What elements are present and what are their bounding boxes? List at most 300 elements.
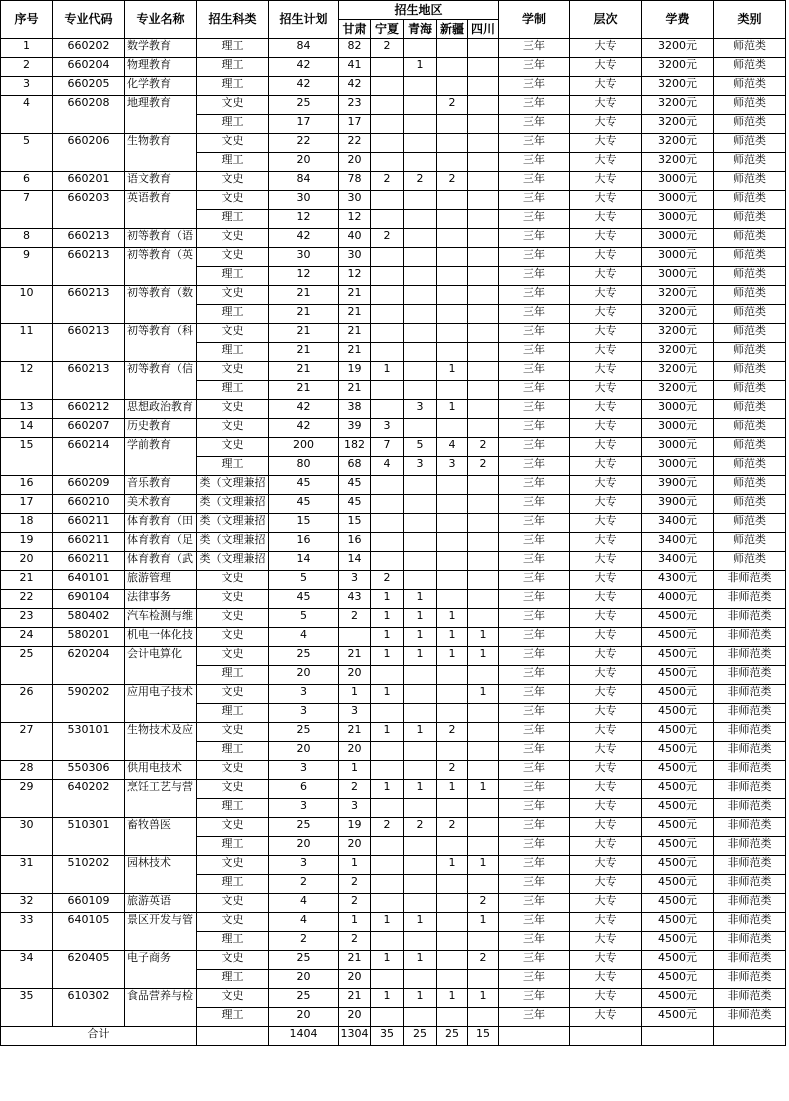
code-cell: 510301	[53, 818, 125, 856]
region-qinghai-cell: 1	[404, 590, 437, 609]
subject-cell: 文史	[197, 400, 269, 419]
category-cell: 师范类	[714, 229, 786, 248]
plan-cell: 20	[269, 837, 339, 856]
level-cell: 大专	[570, 913, 642, 932]
header-region-qinghai: 青海	[404, 20, 437, 39]
code-cell: 510202	[53, 856, 125, 894]
region-ningxia-cell: 1	[371, 723, 404, 742]
region-xinjiang-cell	[437, 343, 468, 362]
plan-cell: 21	[269, 324, 339, 343]
region-qinghai-cell	[404, 514, 437, 533]
plan-cell: 42	[269, 58, 339, 77]
fee-cell: 3200元	[642, 134, 714, 153]
category-cell: 师范类	[714, 58, 786, 77]
table-body	[1, 39, 786, 1027]
region-gansu-cell: 12	[339, 210, 371, 229]
program-name-cell: 初等教育（信	[125, 362, 197, 400]
total-row	[1, 1027, 786, 1046]
region-xinjiang-cell	[437, 894, 468, 913]
category-cell: 师范类	[714, 286, 786, 305]
plan-cell: 3	[269, 799, 339, 818]
subject-cell: 文史	[197, 951, 269, 970]
level-cell: 大专	[570, 552, 642, 571]
region-ningxia-cell: 1	[371, 628, 404, 647]
subject-cell: 理工	[197, 799, 269, 818]
category-cell: 非师范类	[714, 932, 786, 951]
header-level: 层次	[570, 1, 642, 39]
region-gansu-cell: 21	[339, 305, 371, 324]
category-cell: 非师范类	[714, 837, 786, 856]
plan-cell: 6	[269, 780, 339, 799]
region-sichuan-cell	[468, 77, 499, 96]
table-row	[1, 856, 786, 875]
fee-cell: 3200元	[642, 343, 714, 362]
code-cell: 690104	[53, 590, 125, 609]
region-sichuan-cell	[468, 476, 499, 495]
duration-cell: 三年	[499, 362, 570, 381]
region-gansu-cell: 20	[339, 742, 371, 761]
region-sichuan-cell	[468, 191, 499, 210]
plan-cell: 25	[269, 951, 339, 970]
region-ningxia-cell: 3	[371, 419, 404, 438]
subject-cell: 类（文理兼招	[197, 476, 269, 495]
plan-cell: 45	[269, 476, 339, 495]
region-gansu-cell: 21	[339, 723, 371, 742]
subject-cell: 文史	[197, 172, 269, 191]
duration-cell: 三年	[499, 476, 570, 495]
table-row	[1, 552, 786, 571]
duration-cell: 三年	[499, 457, 570, 476]
region-gansu-cell: 3	[339, 799, 371, 818]
table-row	[1, 761, 786, 780]
plan-cell: 84	[269, 172, 339, 191]
level-cell: 大专	[570, 362, 642, 381]
region-xinjiang-cell	[437, 495, 468, 514]
region-sichuan-cell: 1	[468, 647, 499, 666]
region-qinghai-cell	[404, 191, 437, 210]
program-name-cell: 旅游管理	[125, 571, 197, 590]
category-cell: 师范类	[714, 210, 786, 229]
region-gansu-cell: 19	[339, 362, 371, 381]
fee-cell: 4000元	[642, 590, 714, 609]
region-gansu-cell: 21	[339, 286, 371, 305]
fee-cell: 3200元	[642, 58, 714, 77]
region-sichuan-cell	[468, 723, 499, 742]
duration-cell: 三年	[499, 913, 570, 932]
level-cell: 大专	[570, 647, 642, 666]
region-ningxia-cell	[371, 894, 404, 913]
program-name-cell: 景区开发与管	[125, 913, 197, 951]
duration-cell: 三年	[499, 324, 570, 343]
code-cell: 530101	[53, 723, 125, 761]
duration-cell: 三年	[499, 172, 570, 191]
plan-cell: 14	[269, 552, 339, 571]
table-row	[1, 609, 786, 628]
region-xinjiang-cell	[437, 552, 468, 571]
fee-cell: 3400元	[642, 514, 714, 533]
program-name-cell: 园林技术	[125, 856, 197, 894]
region-sichuan-cell	[468, 96, 499, 115]
subject-cell: 文史	[197, 96, 269, 115]
region-ningxia-cell	[371, 742, 404, 761]
program-name-cell: 学前教育	[125, 438, 197, 476]
table-row	[1, 590, 786, 609]
fee-cell: 3200元	[642, 381, 714, 400]
seq-cell: 33	[1, 913, 53, 951]
region-qinghai-cell	[404, 362, 437, 381]
region-ningxia-cell	[371, 799, 404, 818]
level-cell: 大专	[570, 115, 642, 134]
program-name-cell: 历史教育	[125, 419, 197, 438]
plan-cell: 20	[269, 1008, 339, 1027]
region-qinghai-cell	[404, 134, 437, 153]
fee-cell: 4500元	[642, 647, 714, 666]
region-gansu-cell: 19	[339, 818, 371, 837]
plan-cell: 20	[269, 153, 339, 172]
region-qinghai-cell: 2	[404, 172, 437, 191]
table-row	[1, 191, 786, 210]
code-cell: 660211	[53, 552, 125, 571]
region-ningxia-cell: 2	[371, 39, 404, 58]
category-cell: 师范类	[714, 115, 786, 134]
program-name-cell: 食品营养与检	[125, 989, 197, 1027]
region-sichuan-cell: 1	[468, 913, 499, 932]
level-cell: 大专	[570, 1008, 642, 1027]
program-name-cell: 初等教育（英	[125, 248, 197, 286]
fee-cell: 3200元	[642, 305, 714, 324]
seq-cell: 9	[1, 248, 53, 286]
region-ningxia-cell	[371, 153, 404, 172]
duration-cell: 三年	[499, 381, 570, 400]
region-ningxia-cell: 2	[371, 818, 404, 837]
plan-cell: 22	[269, 134, 339, 153]
subject-cell: 理工	[197, 39, 269, 58]
duration-cell: 三年	[499, 628, 570, 647]
level-cell: 大专	[570, 533, 642, 552]
code-cell: 660213	[53, 286, 125, 324]
plan-cell: 21	[269, 381, 339, 400]
region-ningxia-cell	[371, 286, 404, 305]
plan-cell: 3	[269, 685, 339, 704]
duration-cell: 三年	[499, 799, 570, 818]
subject-cell: 文史	[197, 362, 269, 381]
region-ningxia-cell	[371, 476, 404, 495]
plan-cell: 4	[269, 894, 339, 913]
seq-cell: 34	[1, 951, 53, 989]
header-fee: 学费	[642, 1, 714, 39]
duration-cell: 三年	[499, 704, 570, 723]
region-sichuan-cell	[468, 875, 499, 894]
subject-cell: 理工	[197, 875, 269, 894]
region-ningxia-cell	[371, 248, 404, 267]
region-qinghai-cell	[404, 343, 437, 362]
region-sichuan-cell: 1	[468, 628, 499, 647]
region-sichuan-cell	[468, 324, 499, 343]
region-ningxia-cell	[371, 210, 404, 229]
header-code: 专业代码	[53, 1, 125, 39]
region-xinjiang-cell: 2	[437, 761, 468, 780]
table-row	[1, 533, 786, 552]
table-row	[1, 286, 786, 305]
plan-cell: 30	[269, 248, 339, 267]
duration-cell: 三年	[499, 134, 570, 153]
level-cell: 大专	[570, 628, 642, 647]
program-name-cell: 音乐教育	[125, 476, 197, 495]
program-name-cell: 电子商务	[125, 951, 197, 989]
region-sichuan-cell	[468, 1008, 499, 1027]
code-cell: 660213	[53, 248, 125, 286]
subject-cell: 文史	[197, 609, 269, 628]
plan-cell: 4	[269, 913, 339, 932]
table-row	[1, 723, 786, 742]
level-cell: 大专	[570, 951, 642, 970]
plan-cell: 20	[269, 666, 339, 685]
region-sichuan-cell	[468, 514, 499, 533]
region-gansu-cell: 17	[339, 115, 371, 134]
seq-cell: 10	[1, 286, 53, 324]
level-cell: 大专	[570, 134, 642, 153]
seq-cell: 3	[1, 77, 53, 96]
region-xinjiang-cell	[437, 533, 468, 552]
level-cell: 大专	[570, 989, 642, 1008]
subject-cell: 类（文理兼招	[197, 552, 269, 571]
fee-cell: 4500元	[642, 989, 714, 1008]
code-cell: 660211	[53, 514, 125, 533]
category-cell: 师范类	[714, 514, 786, 533]
seq-cell: 26	[1, 685, 53, 723]
header-region-gansu: 甘肃	[339, 20, 371, 39]
region-xinjiang-cell	[437, 685, 468, 704]
region-gansu-cell: 182	[339, 438, 371, 457]
table-row	[1, 96, 786, 115]
category-cell: 师范类	[714, 267, 786, 286]
region-sichuan-cell	[468, 39, 499, 58]
code-cell: 660209	[53, 476, 125, 495]
seq-cell: 23	[1, 609, 53, 628]
region-xinjiang-cell: 1	[437, 989, 468, 1008]
seq-cell: 28	[1, 761, 53, 780]
region-xinjiang-cell	[437, 875, 468, 894]
region-gansu-cell: 20	[339, 153, 371, 172]
region-xinjiang-cell	[437, 58, 468, 77]
total-region-ningxia: 35	[371, 1027, 404, 1046]
category-cell: 师范类	[714, 381, 786, 400]
level-cell: 大专	[570, 666, 642, 685]
region-sichuan-cell: 2	[468, 457, 499, 476]
code-cell: 660204	[53, 58, 125, 77]
fee-cell: 3000元	[642, 191, 714, 210]
region-xinjiang-cell	[437, 837, 468, 856]
region-xinjiang-cell	[437, 590, 468, 609]
seq-cell: 14	[1, 419, 53, 438]
seq-cell: 24	[1, 628, 53, 647]
table-row	[1, 818, 786, 837]
subject-cell: 文史	[197, 286, 269, 305]
region-qinghai-cell	[404, 495, 437, 514]
region-xinjiang-cell: 2	[437, 818, 468, 837]
level-cell: 大专	[570, 970, 642, 989]
subject-cell: 文史	[197, 761, 269, 780]
fee-cell: 3000元	[642, 400, 714, 419]
category-cell: 非师范类	[714, 742, 786, 761]
fee-cell: 4500元	[642, 742, 714, 761]
table-row	[1, 647, 786, 666]
duration-cell: 三年	[499, 495, 570, 514]
plan-cell: 80	[269, 457, 339, 476]
seq-cell: 29	[1, 780, 53, 818]
region-ningxia-cell: 2	[371, 571, 404, 590]
region-ningxia-cell	[371, 400, 404, 419]
code-cell: 580201	[53, 628, 125, 647]
category-cell: 师范类	[714, 362, 786, 381]
region-xinjiang-cell	[437, 1008, 468, 1027]
region-qinghai-cell	[404, 685, 437, 704]
duration-cell: 三年	[499, 761, 570, 780]
category-cell: 非师范类	[714, 818, 786, 837]
plan-cell: 20	[269, 742, 339, 761]
program-name-cell: 数学教育	[125, 39, 197, 58]
region-ningxia-cell	[371, 58, 404, 77]
region-sichuan-cell	[468, 400, 499, 419]
fee-cell: 3200元	[642, 362, 714, 381]
header-subject: 招生科类	[197, 1, 269, 39]
region-gansu-cell: 22	[339, 134, 371, 153]
subject-cell: 文史	[197, 780, 269, 799]
region-qinghai-cell	[404, 210, 437, 229]
region-qinghai-cell: 1	[404, 723, 437, 742]
region-xinjiang-cell: 1	[437, 362, 468, 381]
region-sichuan-cell	[468, 115, 499, 134]
level-cell: 大专	[570, 609, 642, 628]
region-qinghai-cell	[404, 324, 437, 343]
table-row	[1, 894, 786, 913]
region-gansu-cell: 78	[339, 172, 371, 191]
region-qinghai-cell	[404, 875, 437, 894]
table-row	[1, 514, 786, 533]
region-ningxia-cell	[371, 267, 404, 286]
region-gansu-cell: 1	[339, 685, 371, 704]
region-ningxia-cell: 1	[371, 609, 404, 628]
plan-cell: 3	[269, 856, 339, 875]
category-cell: 非师范类	[714, 723, 786, 742]
program-name-cell: 英语教育	[125, 191, 197, 229]
table-row	[1, 39, 786, 58]
category-cell: 非师范类	[714, 856, 786, 875]
table-row	[1, 172, 786, 191]
code-cell: 640202	[53, 780, 125, 818]
category-cell: 非师范类	[714, 761, 786, 780]
level-cell: 大专	[570, 761, 642, 780]
region-xinjiang-cell	[437, 419, 468, 438]
region-ningxia-cell	[371, 96, 404, 115]
program-name-cell: 生物技术及应	[125, 723, 197, 761]
seq-cell: 8	[1, 229, 53, 248]
subject-cell: 理工	[197, 742, 269, 761]
duration-cell: 三年	[499, 685, 570, 704]
fee-cell: 3200元	[642, 39, 714, 58]
region-ningxia-cell: 1	[371, 951, 404, 970]
region-sichuan-cell	[468, 210, 499, 229]
total-plan: 1404	[269, 1027, 339, 1046]
subject-cell: 文史	[197, 191, 269, 210]
level-cell: 大专	[570, 324, 642, 343]
subject-cell: 文史	[197, 818, 269, 837]
duration-cell: 三年	[499, 590, 570, 609]
region-gansu-cell: 38	[339, 400, 371, 419]
level-cell: 大专	[570, 172, 642, 191]
fee-cell: 3000元	[642, 248, 714, 267]
region-qinghai-cell	[404, 894, 437, 913]
header-region: 招生地区	[339, 1, 499, 20]
level-cell: 大专	[570, 571, 642, 590]
seq-cell: 22	[1, 590, 53, 609]
fee-cell: 3900元	[642, 495, 714, 514]
plan-cell: 25	[269, 818, 339, 837]
region-ningxia-cell: 1	[371, 913, 404, 932]
table-row	[1, 438, 786, 457]
fee-cell: 3200元	[642, 286, 714, 305]
subject-cell: 类（文理兼招	[197, 533, 269, 552]
fee-cell: 3000元	[642, 419, 714, 438]
category-cell: 非师范类	[714, 685, 786, 704]
table-row	[1, 571, 786, 590]
region-xinjiang-cell	[437, 210, 468, 229]
level-cell: 大专	[570, 267, 642, 286]
fee-cell: 3000元	[642, 210, 714, 229]
duration-cell: 三年	[499, 932, 570, 951]
region-xinjiang-cell: 1	[437, 609, 468, 628]
region-sichuan-cell	[468, 837, 499, 856]
category-cell: 师范类	[714, 343, 786, 362]
region-sichuan-cell: 1	[468, 780, 499, 799]
code-cell: 660212	[53, 400, 125, 419]
fee-cell: 4500元	[642, 609, 714, 628]
total-subject-empty	[197, 1027, 269, 1046]
region-sichuan-cell	[468, 248, 499, 267]
region-xinjiang-cell	[437, 799, 468, 818]
region-gansu-cell: 12	[339, 267, 371, 286]
region-qinghai-cell: 1	[404, 913, 437, 932]
region-gansu-cell: 39	[339, 419, 371, 438]
seq-cell: 17	[1, 495, 53, 514]
region-gansu-cell: 21	[339, 324, 371, 343]
seq-cell: 2	[1, 58, 53, 77]
region-qinghai-cell	[404, 96, 437, 115]
duration-cell: 三年	[499, 856, 570, 875]
region-gansu-cell: 2	[339, 609, 371, 628]
region-qinghai-cell	[404, 1008, 437, 1027]
region-ningxia-cell: 1	[371, 780, 404, 799]
duration-cell: 三年	[499, 286, 570, 305]
level-cell: 大专	[570, 894, 642, 913]
category-cell: 非师范类	[714, 951, 786, 970]
program-name-cell: 地理教育	[125, 96, 197, 134]
level-cell: 大专	[570, 856, 642, 875]
plan-cell: 16	[269, 533, 339, 552]
program-name-cell: 思想政治教育	[125, 400, 197, 419]
category-cell: 非师范类	[714, 590, 786, 609]
region-qinghai-cell	[404, 115, 437, 134]
category-cell: 师范类	[714, 457, 786, 476]
fee-cell: 4500元	[642, 818, 714, 837]
subject-cell: 理工	[197, 1008, 269, 1027]
fee-cell: 3200元	[642, 115, 714, 134]
code-cell: 640101	[53, 571, 125, 590]
duration-cell: 三年	[499, 609, 570, 628]
region-qinghai-cell: 5	[404, 438, 437, 457]
region-ningxia-cell	[371, 552, 404, 571]
code-cell: 660213	[53, 362, 125, 400]
